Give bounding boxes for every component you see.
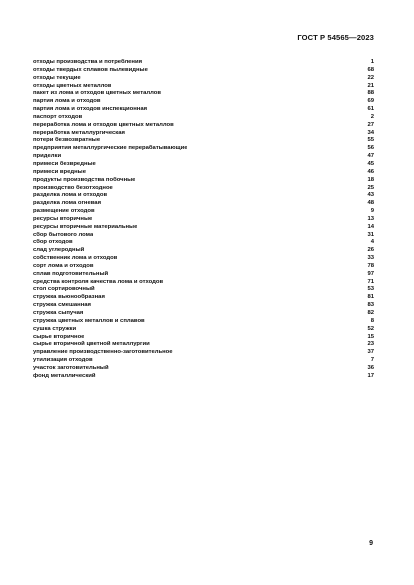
index-term: продукты производства побочные bbox=[33, 176, 136, 183]
index-page-ref: 46 bbox=[367, 168, 374, 175]
index-term: стружка вьюнообразная bbox=[33, 294, 105, 301]
index-term: отходы текущие bbox=[33, 74, 81, 81]
index-row bbox=[33, 153, 374, 161]
index-page-ref: 36 bbox=[367, 364, 374, 371]
index-row bbox=[33, 302, 374, 310]
index-term: стружка цветных металлов и сплавов bbox=[33, 317, 145, 324]
index-term: стружка смешанная bbox=[33, 302, 91, 309]
index-row bbox=[33, 98, 374, 106]
index-term: сбор отходов bbox=[33, 239, 73, 246]
index-page-ref: 45 bbox=[367, 160, 374, 167]
index-page-ref: 21 bbox=[367, 82, 374, 89]
index-row bbox=[33, 106, 374, 114]
document-header: ГОСТ Р 54565—2023 bbox=[297, 33, 374, 42]
index-term: партия лома и отходов bbox=[33, 98, 101, 105]
index-page-ref: 48 bbox=[367, 200, 374, 207]
index-page-ref: 97 bbox=[367, 270, 374, 277]
index-page-ref: 31 bbox=[367, 231, 374, 238]
index-row bbox=[33, 310, 374, 318]
index-term: производство безотходное bbox=[33, 184, 113, 191]
index-term: участок заготовительный bbox=[33, 364, 109, 371]
index-page-ref: 43 bbox=[367, 192, 374, 199]
index-page-ref: 26 bbox=[367, 247, 374, 254]
index-row bbox=[33, 161, 374, 169]
index-page-ref: 56 bbox=[367, 145, 374, 152]
index-row bbox=[33, 271, 374, 279]
index-page-ref: 2 bbox=[370, 113, 374, 120]
index-row bbox=[33, 239, 374, 247]
index-row bbox=[33, 263, 374, 271]
index-page-ref: 68 bbox=[367, 66, 374, 73]
index-page-ref: 37 bbox=[367, 349, 374, 356]
index-term: слад углеродный bbox=[33, 247, 85, 254]
index-page-ref: 1 bbox=[370, 59, 374, 65]
index-page-ref: 71 bbox=[367, 278, 374, 285]
index-page-ref: 69 bbox=[367, 98, 374, 105]
index-page-ref: 78 bbox=[367, 262, 374, 269]
index-page-ref: 23 bbox=[367, 341, 374, 348]
index-term: потери безвозвратные bbox=[33, 137, 101, 144]
index-page-ref: 13 bbox=[367, 215, 374, 222]
index-term: сырье вторичной цветной металлургии bbox=[33, 341, 150, 348]
index-page-ref: 52 bbox=[367, 325, 374, 332]
index-row bbox=[33, 185, 374, 193]
index-row bbox=[33, 224, 374, 232]
index-term: стружка сыпучая bbox=[33, 310, 84, 316]
index-term: сплав подготовительный bbox=[33, 270, 109, 277]
index-row bbox=[33, 247, 374, 255]
index-page-ref: 47 bbox=[367, 153, 374, 160]
index-term: партия лома и отходов инспекционная bbox=[33, 106, 148, 113]
index-row bbox=[33, 114, 374, 122]
index-term: отходы цветных металлов bbox=[33, 82, 112, 89]
index-page-ref: 82 bbox=[367, 310, 374, 316]
index-row bbox=[33, 294, 374, 302]
index-row bbox=[33, 341, 374, 349]
index-row bbox=[33, 67, 374, 75]
index-term: примеси вредные bbox=[33, 168, 86, 175]
index-page-ref: 83 bbox=[367, 302, 374, 309]
alphabetical-index bbox=[33, 59, 374, 381]
index-page-ref: 22 bbox=[367, 74, 374, 81]
index-page-ref: 8 bbox=[370, 317, 374, 324]
index-page-ref: 33 bbox=[367, 255, 374, 262]
index-row bbox=[33, 177, 374, 185]
index-page-ref: 18 bbox=[367, 176, 374, 183]
index-page-ref: 53 bbox=[367, 286, 374, 293]
index-term: отходы производства и потребления bbox=[33, 59, 143, 65]
index-page-ref: 34 bbox=[367, 129, 374, 136]
index-row bbox=[33, 279, 374, 287]
index-term: паспорт отходов bbox=[33, 113, 83, 120]
index-term: пакет из лома и отходов цветных металлов bbox=[33, 90, 161, 97]
index-row bbox=[33, 373, 374, 381]
index-term: сырье вторичное bbox=[33, 333, 85, 340]
index-term: переработка металлургическая bbox=[33, 129, 125, 136]
index-row bbox=[33, 349, 374, 357]
index-row bbox=[33, 255, 374, 263]
index-row bbox=[33, 83, 374, 91]
index-row bbox=[33, 90, 374, 98]
index-term: сбор бытового лома bbox=[33, 231, 94, 238]
index-row bbox=[33, 75, 374, 83]
index-term: стол сортировочный bbox=[33, 286, 95, 293]
index-row bbox=[33, 137, 374, 145]
index-term: размещение отходов bbox=[33, 208, 95, 215]
index-page-ref: 25 bbox=[367, 184, 374, 191]
index-row bbox=[33, 232, 374, 240]
index-row bbox=[33, 286, 374, 294]
index-row bbox=[33, 357, 374, 365]
index-row bbox=[33, 326, 374, 334]
index-row bbox=[33, 192, 374, 200]
index-page-ref: 15 bbox=[367, 333, 374, 340]
index-row bbox=[33, 334, 374, 342]
index-row bbox=[33, 59, 374, 67]
index-term: фонд металлический bbox=[33, 372, 96, 379]
index-term: примеси безвредные bbox=[33, 160, 96, 167]
index-page-ref: 17 bbox=[367, 372, 374, 379]
index-page-ref: 27 bbox=[367, 121, 374, 128]
index-page-ref: 81 bbox=[367, 294, 374, 301]
index-term: сушка стружки bbox=[33, 325, 77, 332]
index-term: ресурсы вторичные bbox=[33, 215, 93, 222]
index-term: отходы твердых сплавов пылевидные bbox=[33, 66, 148, 73]
index-row bbox=[33, 208, 374, 216]
index-term: собственник лома и отходов bbox=[33, 255, 118, 262]
index-page-ref: 88 bbox=[367, 90, 374, 97]
index-row bbox=[33, 122, 374, 130]
index-page-ref: 14 bbox=[367, 223, 374, 230]
index-term: предприятия металлургические перерабатывающие bbox=[33, 145, 188, 152]
index-term: средства контроля качества лома и отходов bbox=[33, 278, 164, 285]
index-term: переработка лома и отходов цветных металлов bbox=[33, 121, 174, 128]
page-number: 9 bbox=[369, 540, 373, 547]
index-row bbox=[33, 200, 374, 208]
index-term: сорт лома и отходов bbox=[33, 262, 94, 269]
index-row bbox=[33, 145, 374, 153]
index-row bbox=[33, 169, 374, 177]
index-row bbox=[33, 365, 374, 373]
index-page-ref: 9 bbox=[370, 208, 374, 215]
index-page-ref: 61 bbox=[367, 106, 374, 113]
index-term: разделка лома и отходов bbox=[33, 192, 108, 199]
index-term: управление производственно-заготовительное bbox=[33, 349, 173, 356]
index-term: разделка лома огневая bbox=[33, 200, 102, 207]
index-term: утилизация отходов bbox=[33, 357, 93, 364]
index-row bbox=[33, 130, 374, 138]
index-page-ref: 55 bbox=[367, 137, 374, 144]
index-row bbox=[33, 216, 374, 224]
index-term: приделки bbox=[33, 153, 62, 160]
index-term: ресурсы вторичные материальные bbox=[33, 223, 138, 230]
index-row bbox=[33, 318, 374, 326]
index-page-ref: 4 bbox=[370, 239, 374, 246]
index-page-ref: 7 bbox=[370, 357, 374, 364]
